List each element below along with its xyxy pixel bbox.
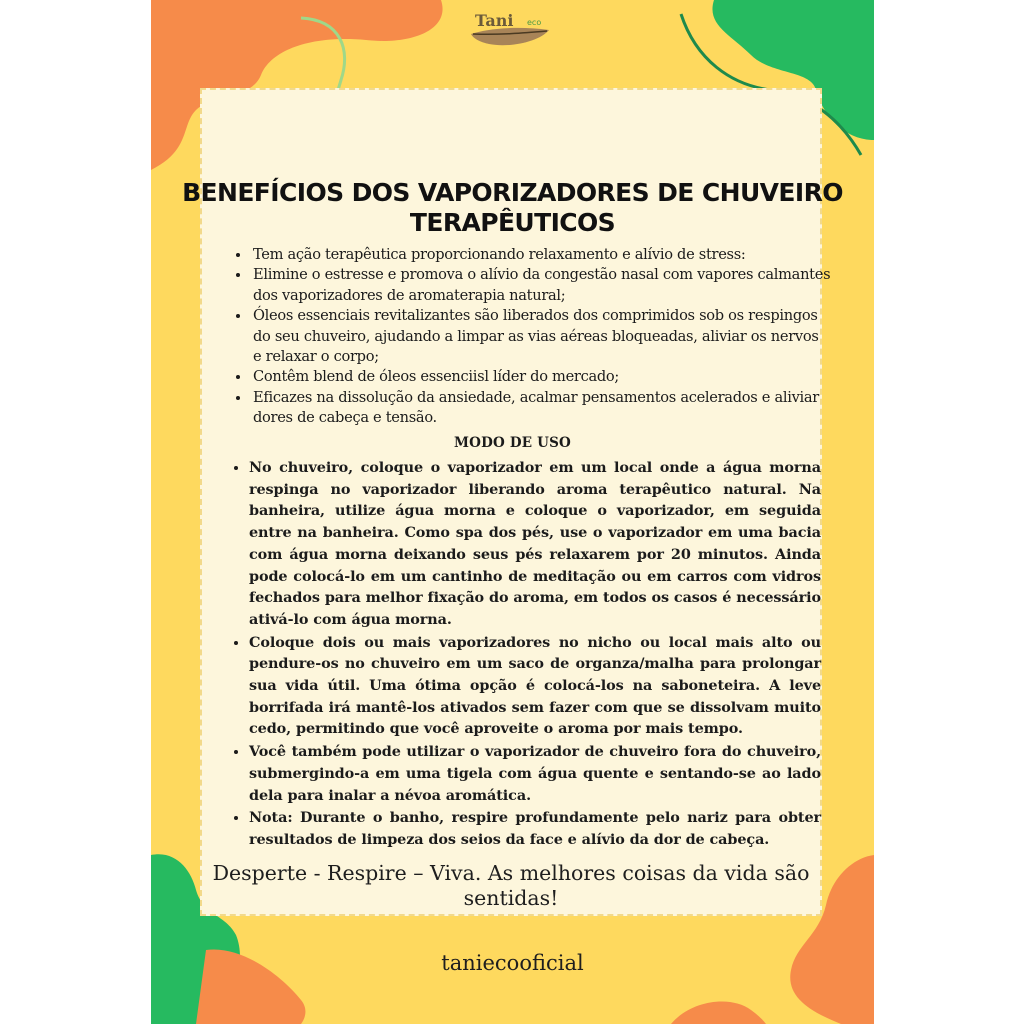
- poster: [151, 0, 874, 1024]
- logo-text: Tani: [475, 11, 514, 30]
- list-item: • Contêm blend de óleos essenciisl líder do mercado;: [251, 367, 831, 387]
- list-item: • Óleos essenciais revitalizantes são liberados dos comprimidos sob os respingos do seu chuveiro, ajudando a limpar as vias aéreas bloqueadas, aliviar os nervos e relaxar o corpo;: [251, 306, 831, 367]
- list-item: • Tem ação terapêutica proporcionando relaxamento e alívio de stress:: [251, 245, 831, 265]
- leaf-icon: [469, 8, 553, 48]
- slogan: Desperte - Respire – Viva. As melhores coisas da vida são sentidas!: [212, 861, 810, 910]
- list-item: • Coloque dois ou mais vaporizadores no nicho ou local mais alto ou pendure-os no chuveiro em um saco de organza/malha para prolongar sua vida útil. Uma ótima opção é colocá-los na saboneteira. A leve borrifada irá mantê-los ativados sem fazer com que se dissolvam muito cedo, permitindo que você aproveite o aroma por mais tempo.: [249, 632, 821, 741]
- howto-list: [231, 457, 821, 852]
- footer-handle: taniecooficial: [441, 951, 584, 975]
- benefits-list: [233, 245, 831, 429]
- section-heading: MODO DE USO: [453, 435, 572, 451]
- brand-logo: [469, 8, 553, 48]
- page-title: BENEFÍCIOS DOS VAPORIZADORES DE CHUVEIRO TERAPÊUTICOS: [182, 178, 843, 237]
- list-item: • No chuveiro, coloque o vaporizador em um local onde a água morna respinga no vaporizador liberando aroma terapêutico natural. Na banheira, utilize água morna e coloque o vaporizador, em seguida entre na banheira. Como spa dos pés, use o vaporizador em uma bacia com água morna deixando seus pés relaxarem por 20 minutos. Ainda pode colocá-lo em um cantinho de meditação ou em carros com vidros fechados para melhor fixação do aroma, em todos os casos é necessário ativá-lo com água morna.: [249, 457, 821, 631]
- list-item: • Você também pode utilizar o vaporizador de chuveiro fora do chuveiro, submergindo-a em uma tigela com água quente e sentando-se ao lado dela para inalar a névoa aromática.: [249, 741, 821, 806]
- orange-blob-bottom-center: [671, 1002, 766, 1024]
- list-item: • Elimine o estresse e promova o alívio da congestão nasal com vapores calmantes dos vaporizadores de aromaterapia natural;: [251, 265, 831, 306]
- list-item: • Eficazes na dissolução da ansiedade, acalmar pensamentos acelerados e aliviar dores de cabeça e tensão.: [251, 388, 831, 429]
- logo-suffix: eco: [527, 18, 542, 27]
- list-item: • Nota: Durante o banho, respire profundamente pelo nariz para obter resultados de limpeza dos seios da face e alívio da dor de cabeça.: [249, 807, 821, 850]
